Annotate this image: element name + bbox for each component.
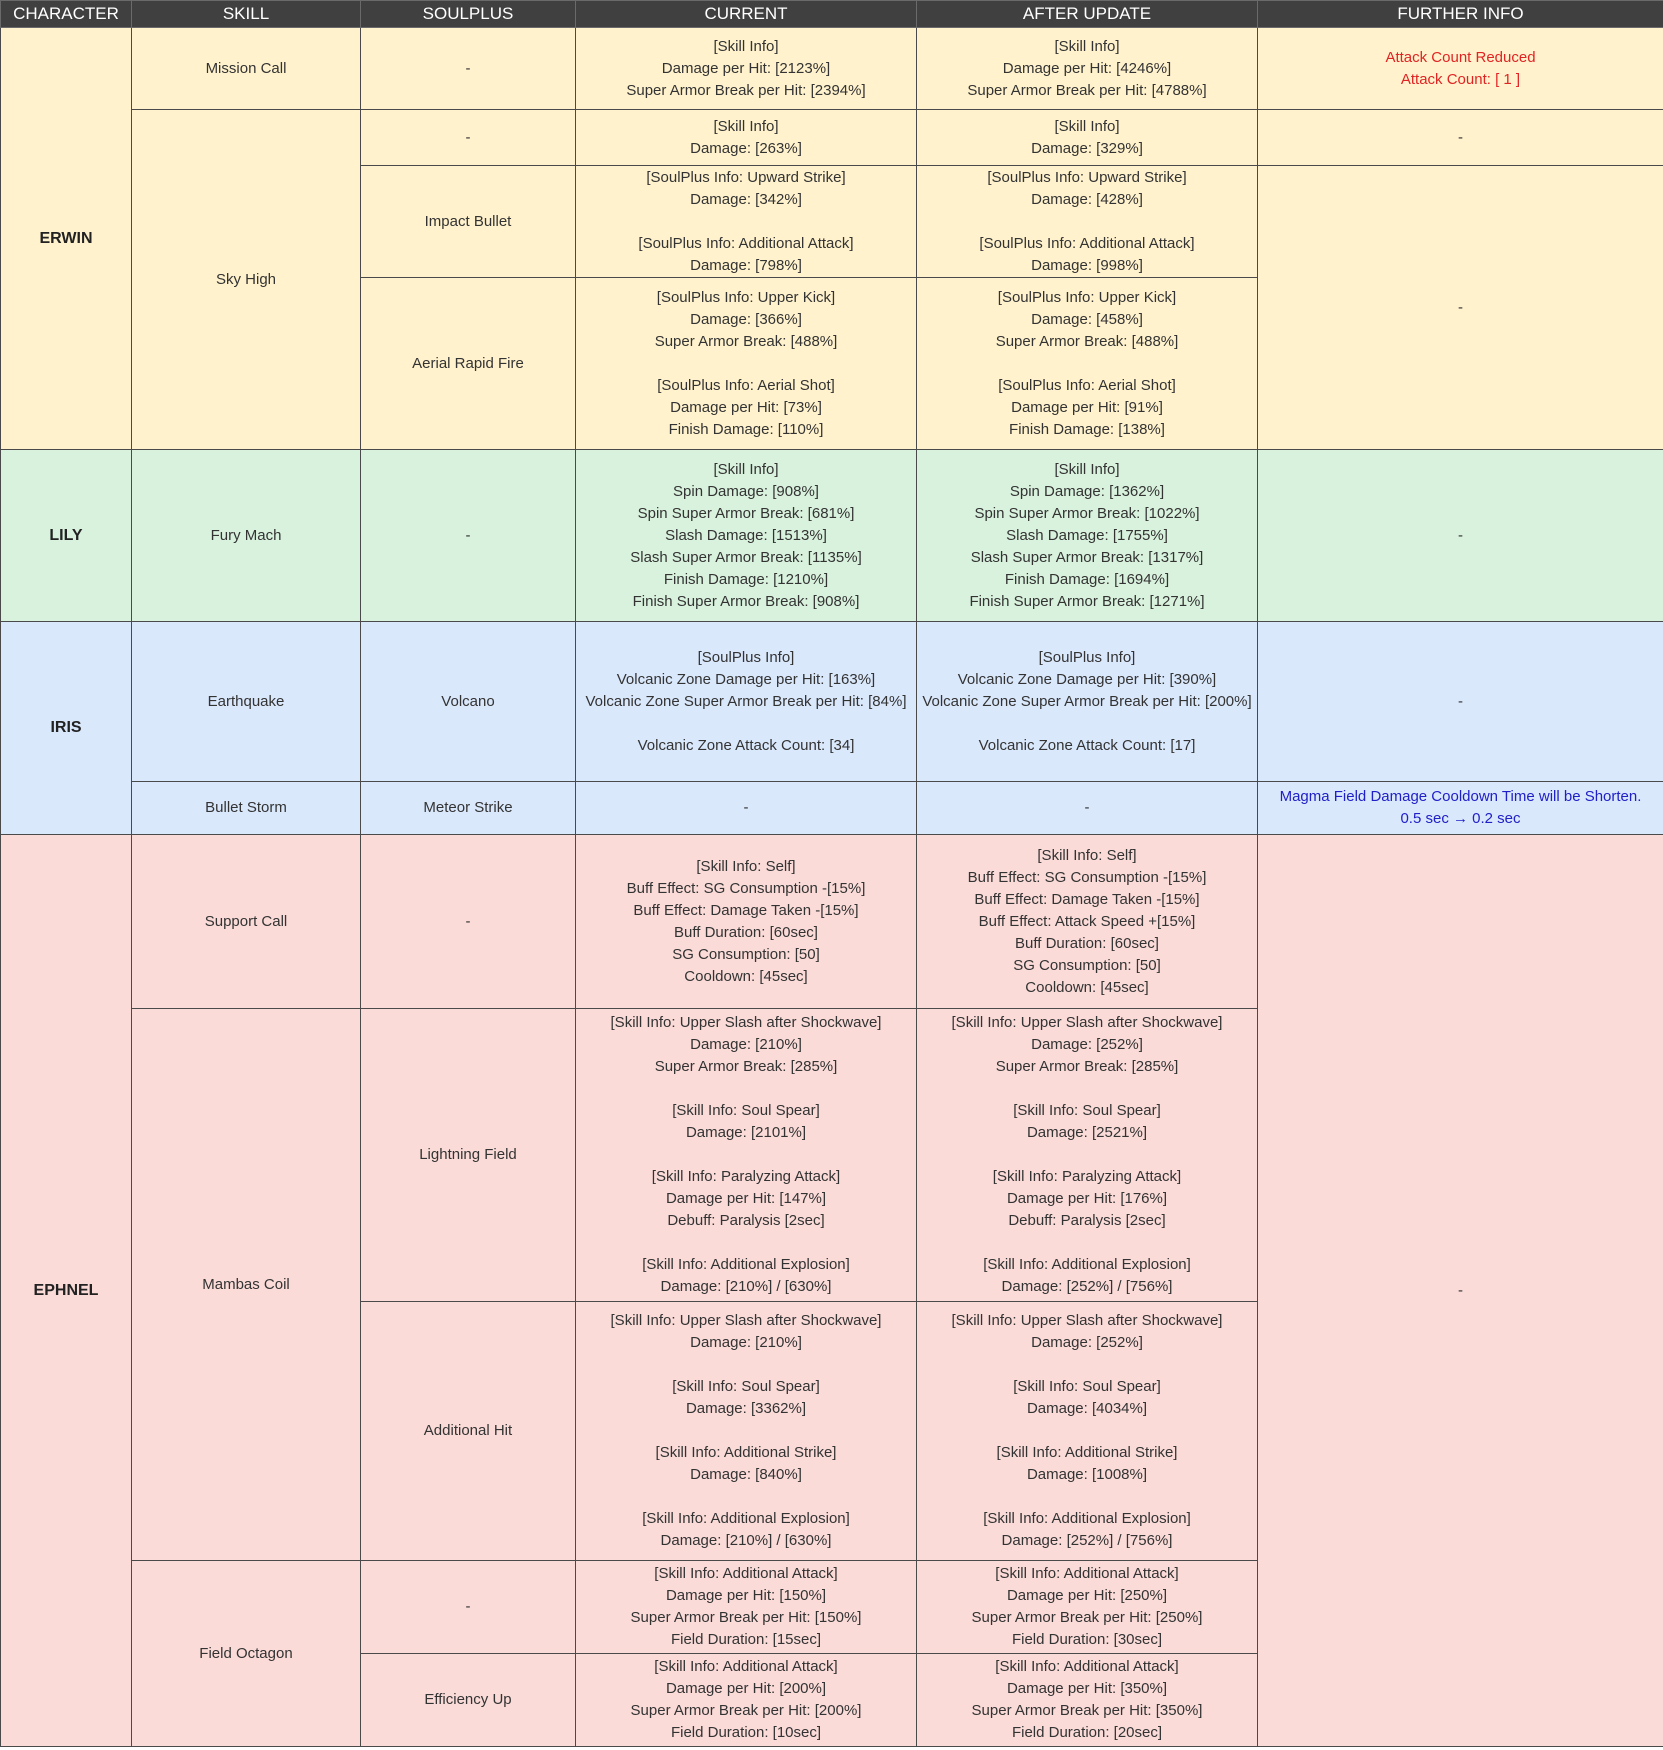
current-cell: [Skill Info: Self] Buff Effect: SG Consumption -[15%] Buff Effect: Damage Taken -[15%] Buff Duration: [60sec] SG Consumption: [50] Cooldown: [45sec] bbox=[576, 835, 917, 1009]
header-after-update: AFTER UPDATE bbox=[917, 1, 1258, 28]
current-cell: [SoulPlus Info: Upper Kick] Damage: [366%] Super Armor Break: [488%] [SoulPlus Info: Aerial Shot] Damage per Hit: [73%] Finish Damage: [110%] bbox=[576, 278, 917, 450]
after-update-cell: [Skill Info: Upper Slash after Shockwave] Damage: [252%] Super Armor Break: [285%] [Skill Info: Soul Spear] Damage: [2521%] [Skill Info: Paralyzing Attack] Damage per Hit: [176%] Debuff: Paralysis [2sec] [Skill Info: Additional Explosion] Damage: [252%] / [756%] bbox=[917, 1009, 1258, 1302]
soulplus-cell: - bbox=[361, 28, 576, 110]
further-info-cell: - bbox=[1258, 450, 1663, 622]
soulplus-cell: - bbox=[361, 835, 576, 1009]
table-row bbox=[1, 450, 1663, 622]
character-iris: IRIS bbox=[1, 622, 132, 835]
header-soulplus: SOULPLUS bbox=[361, 1, 576, 28]
table-row bbox=[1, 110, 1663, 166]
further-info-cell: - bbox=[1258, 622, 1663, 782]
current-cell: [Skill Info] Damage: [263%] bbox=[576, 110, 917, 166]
header-row bbox=[1, 1, 1663, 28]
character-lily: LILY bbox=[1, 450, 132, 622]
after-update-cell: [SoulPlus Info: Upper Kick] Damage: [458%] Super Armor Break: [488%] [SoulPlus Info: Aerial Shot] Damage per Hit: [91%] Finish Damage: [138%] bbox=[917, 278, 1258, 450]
soulplus-cell: Efficiency Up bbox=[361, 1654, 576, 1747]
soulplus-cell: - bbox=[361, 450, 576, 622]
after-update-cell: [Skill Info: Self] Buff Effect: SG Consumption -[15%] Buff Effect: Damage Taken -[15%] Buff Effect: Attack Speed +[15%] Buff Duration: [60sec] SG Consumption: [50] Cooldown: [45sec] bbox=[917, 835, 1258, 1009]
table-row bbox=[1, 835, 1663, 1009]
soulplus-cell: Lightning Field bbox=[361, 1009, 576, 1302]
header-current: CURRENT bbox=[576, 1, 917, 28]
soulplus-cell: - bbox=[361, 110, 576, 166]
header-further-info: FURTHER INFO bbox=[1258, 1, 1663, 28]
after-update-cell: [Skill Info: Additional Attack] Damage per Hit: [250%] Super Armor Break per Hit: [250%] Field Duration: [30sec] bbox=[917, 1561, 1258, 1654]
soulplus-cell: - bbox=[361, 1561, 576, 1654]
after-update-cell: [SoulPlus Info: Upward Strike] Damage: [428%] [SoulPlus Info: Additional Attack] Damage: [998%] bbox=[917, 166, 1258, 278]
current-cell: - bbox=[576, 782, 917, 835]
soulplus-cell: Aerial Rapid Fire bbox=[361, 278, 576, 450]
character-erwin: ERWIN bbox=[1, 28, 132, 450]
current-cell: [Skill Info: Additional Attack] Damage per Hit: [150%] Super Armor Break per Hit: [150%] Field Duration: [15sec] bbox=[576, 1561, 917, 1654]
table-row bbox=[1, 782, 1663, 835]
soulplus-cell: Additional Hit bbox=[361, 1302, 576, 1561]
after-update-cell: [SoulPlus Info] Volcanic Zone Damage per Hit: [390%] Volcanic Zone Super Armor Break per Hit: [200%] Volcanic Zone Attack Count: [17] bbox=[917, 622, 1258, 782]
further-info-cell: Attack Count Reduced Attack Count: [ 1 ] bbox=[1258, 28, 1663, 110]
table-row bbox=[1, 622, 1663, 782]
current-cell: [SoulPlus Info] Volcanic Zone Damage per Hit: [163%] Volcanic Zone Super Armor Break per Hit: [84%] Volcanic Zone Attack Count: [34] bbox=[576, 622, 917, 782]
current-cell: [Skill Info: Upper Slash after Shockwave] Damage: [210%] [Skill Info: Soul Spear] Damage: [3362%] [Skill Info: Additional Strike] Damage: [840%] [Skill Info: Additional Explosion] Damage: [210%] / [630%] bbox=[576, 1302, 917, 1561]
current-cell: [Skill Info: Upper Slash after Shockwave] Damage: [210%] Super Armor Break: [285%] [Skill Info: Soul Spear] Damage: [2101%] [Skill Info: Paralyzing Attack] Damage per Hit: [147%] Debuff: Paralysis [2sec] [Skill Info: Additional Explosion] Damage: [210%] / [630%] bbox=[576, 1009, 917, 1302]
skill-cell: Support Call bbox=[132, 835, 361, 1009]
current-cell: [Skill Info] Spin Damage: [908%] Spin Super Armor Break: [681%] Slash Damage: [1513%] Slash Super Armor Break: [1135%] Finish Damage: [1210%] Finish Super Armor Break: [908%] bbox=[576, 450, 917, 622]
after-update-cell: - bbox=[917, 782, 1258, 835]
after-update-cell: [Skill Info] Damage per Hit: [4246%] Super Armor Break per Hit: [4788%] bbox=[917, 28, 1258, 110]
skill-cell: Field Octagon bbox=[132, 1561, 361, 1747]
skill-cell: Fury Mach bbox=[132, 450, 361, 622]
skill-cell: Earthquake bbox=[132, 622, 361, 782]
soulplus-cell: Meteor Strike bbox=[361, 782, 576, 835]
character-ephnel: EPHNEL bbox=[1, 835, 132, 1747]
soulplus-cell: Volcano bbox=[361, 622, 576, 782]
further-info-cell: - bbox=[1258, 110, 1663, 166]
current-cell: [SoulPlus Info: Upward Strike] Damage: [342%] [SoulPlus Info: Additional Attack] Damage: [798%] bbox=[576, 166, 917, 278]
skill-cell: Mambas Coil bbox=[132, 1009, 361, 1561]
further-info-cell: - bbox=[1258, 166, 1663, 450]
skill-cell: Bullet Storm bbox=[132, 782, 361, 835]
header-character: CHARACTER bbox=[1, 1, 132, 28]
after-update-cell: [Skill Info] Spin Damage: [1362%] Spin Super Armor Break: [1022%] Slash Damage: [1755%] Slash Super Armor Break: [1317%] Finish Damage: [1694%] Finish Super Armor Break: [1271%] bbox=[917, 450, 1258, 622]
skill-cell: Mission Call bbox=[132, 28, 361, 110]
after-update-cell: [Skill Info: Additional Attack] Damage per Hit: [350%] Super Armor Break per Hit: [350%] Field Duration: [20sec] bbox=[917, 1654, 1258, 1747]
current-cell: [Skill Info: Additional Attack] Damage per Hit: [200%] Super Armor Break per Hit: [200%] Field Duration: [10sec] bbox=[576, 1654, 917, 1747]
skill-cell: Sky High bbox=[132, 110, 361, 450]
table-row bbox=[1, 28, 1663, 110]
after-update-cell: [Skill Info] Damage: [329%] bbox=[917, 110, 1258, 166]
after-update-cell: [Skill Info: Upper Slash after Shockwave] Damage: [252%] [Skill Info: Soul Spear] Damage: [4034%] [Skill Info: Additional Strike] Damage: [1008%] [Skill Info: Additional Explosion] Damage: [252%] / [756%] bbox=[917, 1302, 1258, 1561]
current-cell: [Skill Info] Damage per Hit: [2123%] Super Armor Break per Hit: [2394%] bbox=[576, 28, 917, 110]
header-skill: SKILL bbox=[132, 1, 361, 28]
soulplus-cell: Impact Bullet bbox=[361, 166, 576, 278]
further-info-cell: - bbox=[1258, 835, 1663, 1747]
further-info-cell: Magma Field Damage Cooldown Time will be Shorten. 0.5 sec → 0.2 sec bbox=[1258, 782, 1663, 835]
